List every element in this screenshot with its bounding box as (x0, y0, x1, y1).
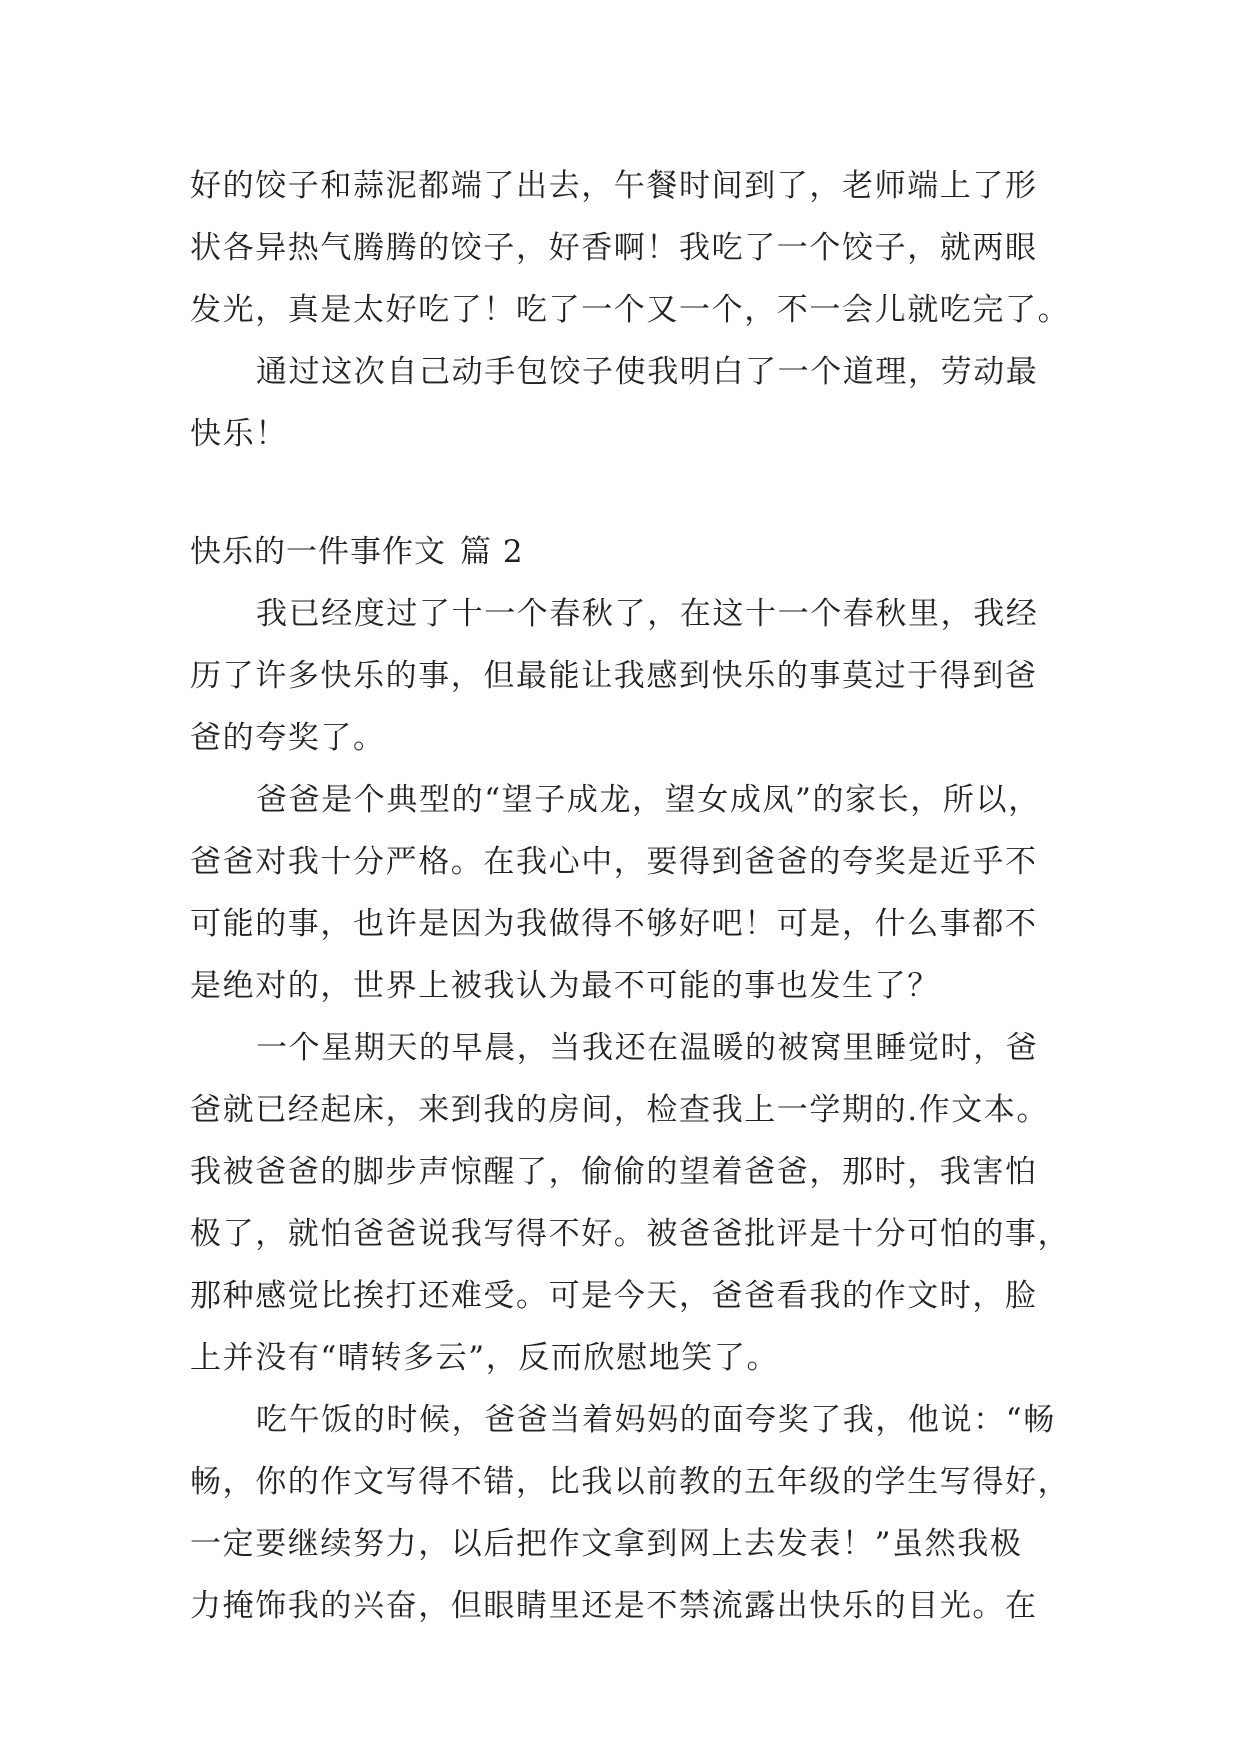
paragraph-line: 是绝对的，世界上被我认为最不可能的事也发生了？ (190, 968, 940, 1004)
paragraph-line: 吃午饭的时候，爸爸当着妈妈的面夸奖了我，他说：“畅 (256, 1402, 1056, 1438)
paragraph-line: 我被爸爸的脚步声惊醒了，偷偷的望着爸爸，那时，我害怕 (190, 1154, 1038, 1190)
paragraph-line: 好的饺子和蒜泥都端了出去，午餐时间到了，老师端上了形 (190, 168, 1038, 204)
section-title-number: 篇 2 (460, 534, 524, 570)
paragraph-line: 上并没有“晴转多云”，反而欣慰地笑了。 (190, 1340, 780, 1376)
paragraph-line: 极了，就怕爸爸说我写得不好。被爸爸批评是十分可怕的事， (190, 1216, 1071, 1252)
section-title-text: 快乐的一件事作文 (190, 534, 446, 570)
document-body (190, 155, 1071, 1637)
paragraph-line: 爸的夸奖了。 (190, 720, 386, 756)
paragraph-line: 可能的事，也许是因为我做得不够好吧！可是，什么事都不 (190, 906, 1038, 942)
paragraph-line: 一个星期天的早晨，当我还在温暖的被窝里睡觉时，爸 (256, 1030, 1039, 1066)
paragraph-line: 历了许多快乐的事，但最能让我感到快乐的事莫过于得到爸 (190, 658, 1038, 694)
paragraph-line: 爸就已经起床，来到我的房间，检查我上一学期的.作文本。 (190, 1092, 1050, 1128)
section-title (190, 521, 1062, 583)
paragraph-line: 爸爸对我十分严格。在我心中，要得到爸爸的夸奖是近乎不 (190, 844, 1038, 880)
paragraph-line: 爸爸是个典型的“望子成龙，望女成凤”的家长，所以， (256, 782, 1041, 818)
paragraph-line: 那种感觉比挨打还难受。可是今天，爸爸看我的作文时，脸 (190, 1278, 1038, 1314)
paragraph-line: 发光，真是太好吃了！吃了一个又一个，不一会儿就吃完了。 (190, 292, 1071, 328)
paragraph-line: 我已经度过了十一个春秋了，在这十一个春秋里，我经 (256, 596, 1039, 632)
paragraph-line: 畅，你的作文写得不错，比我以前教的五年级的学生写得好， (190, 1464, 1071, 1500)
paragraph-line: 通过这次自己动手包饺子使我明白了一个道理，劳动最 (256, 354, 1039, 390)
paragraph-line: 状各异热气腾腾的饺子，好香啊！我吃了一个饺子，就两眼 (190, 230, 1038, 266)
paragraph-line: 一定要继续努力，以后把作文拿到网上去发表！”虽然我极 (190, 1526, 1023, 1562)
paragraph-line: 力掩饰我的兴奋，但眼睛里还是不禁流露出快乐的目光。在 (190, 1588, 1038, 1624)
paragraph-line: 快乐！ (190, 416, 288, 452)
